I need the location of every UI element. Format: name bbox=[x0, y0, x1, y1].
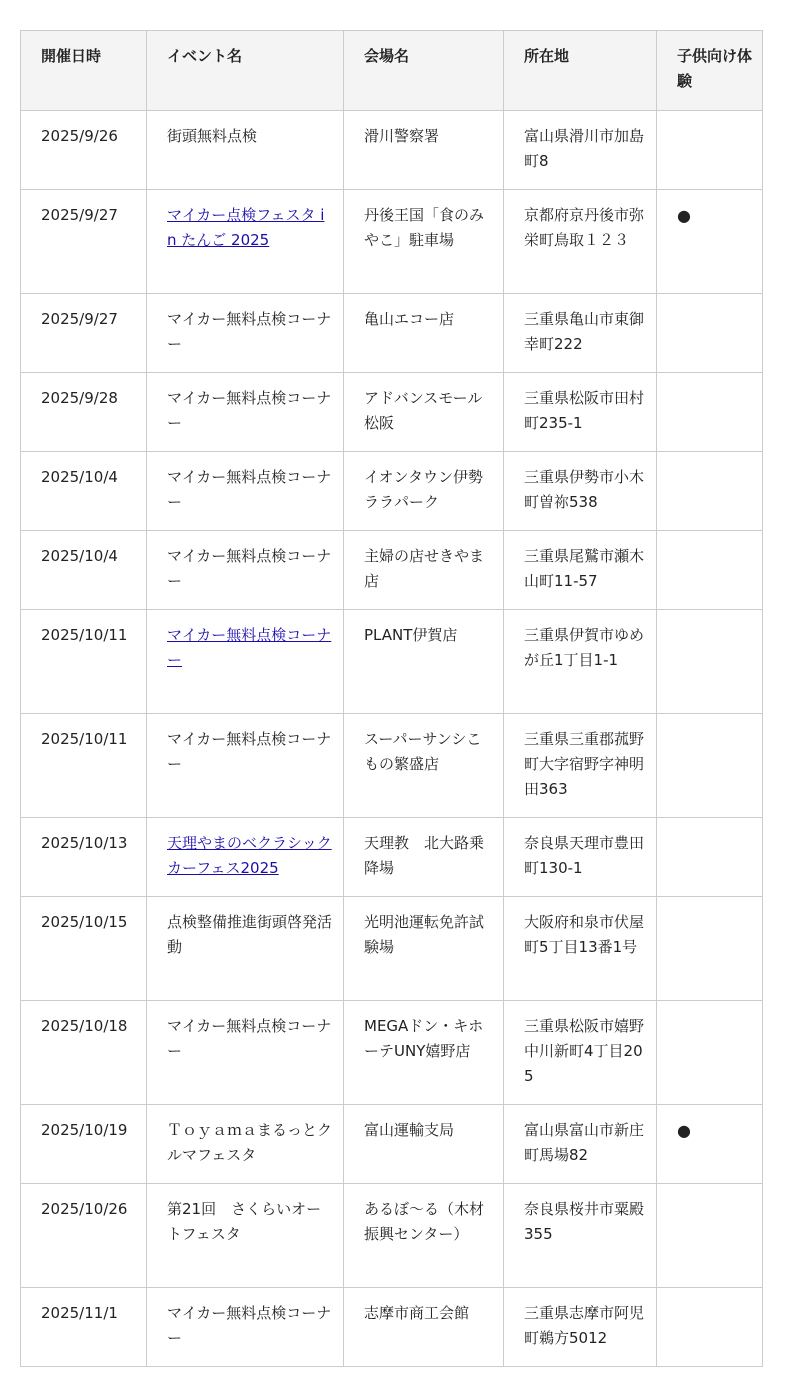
cell-event-name: マイカー無料点検コーナー bbox=[147, 1288, 344, 1367]
cell-kids-experience bbox=[657, 1184, 763, 1288]
header-event-name: イベント名 bbox=[147, 31, 344, 111]
table-row bbox=[21, 373, 763, 452]
cell-event-name: マイカー無料点検コーナー bbox=[147, 452, 344, 531]
cell-venue: 滑川警察署 bbox=[344, 111, 504, 190]
cell-event-name bbox=[147, 190, 344, 294]
cell-venue: 亀山エコー店 bbox=[344, 294, 504, 373]
cell-event-name: 街頭無料点検 bbox=[147, 111, 344, 190]
cell-address: 三重県尾鷲市瀬木山町11-57 bbox=[504, 531, 657, 610]
cell-event-name bbox=[147, 818, 344, 897]
table-row bbox=[21, 714, 763, 818]
cell-event-name: マイカー無料点検コーナー bbox=[147, 1001, 344, 1105]
cell-address: 富山県富山市新庄町馬場82 bbox=[504, 1105, 657, 1184]
cell-date: 2025/9/26 bbox=[21, 111, 147, 190]
header-kids-experience: 子供向け体験 bbox=[657, 31, 763, 111]
table-row bbox=[21, 1288, 763, 1367]
cell-address: 三重県亀山市東御幸町222 bbox=[504, 294, 657, 373]
cell-date: 2025/10/11 bbox=[21, 714, 147, 818]
event-schedule-table bbox=[20, 30, 763, 1367]
cell-address: 三重県松阪市嬉野中川新町4丁目205 bbox=[504, 1001, 657, 1105]
cell-event-name: Ｔｏｙａｍａまるっとクルマフェスタ bbox=[147, 1105, 344, 1184]
cell-address: 三重県伊勢市小木町曽祢538 bbox=[504, 452, 657, 531]
cell-kids-experience bbox=[657, 111, 763, 190]
table-row bbox=[21, 1184, 763, 1288]
cell-date: 2025/10/19 bbox=[21, 1105, 147, 1184]
table-row bbox=[21, 531, 763, 610]
cell-address: 奈良県桜井市粟殿355 bbox=[504, 1184, 657, 1288]
cell-kids-experience bbox=[657, 610, 763, 714]
cell-address: 京都府京丹後市弥栄町鳥取１２３ bbox=[504, 190, 657, 294]
cell-kids-experience bbox=[657, 373, 763, 452]
event-link[interactable]: マイカー点検フェスタ in たんご 2025 bbox=[167, 206, 325, 249]
cell-venue: スーパーサンシこもの繁盛店 bbox=[344, 714, 504, 818]
cell-kids-experience bbox=[657, 818, 763, 897]
cell-event-name: マイカー無料点検コーナー bbox=[147, 714, 344, 818]
cell-date: 2025/11/1 bbox=[21, 1288, 147, 1367]
cell-date: 2025/9/27 bbox=[21, 294, 147, 373]
kids-marker: ● bbox=[677, 206, 691, 225]
cell-date: 2025/9/28 bbox=[21, 373, 147, 452]
cell-date: 2025/10/13 bbox=[21, 818, 147, 897]
cell-event-name: 第21回 さくらいオートフェスタ bbox=[147, 1184, 344, 1288]
cell-date: 2025/10/15 bbox=[21, 897, 147, 1001]
cell-date: 2025/10/26 bbox=[21, 1184, 147, 1288]
cell-venue: あるぼ〜る（木材振興センター） bbox=[344, 1184, 504, 1288]
cell-venue: 天理教 北大路乗降場 bbox=[344, 818, 504, 897]
cell-venue: 富山運輸支局 bbox=[344, 1105, 504, 1184]
cell-kids-experience bbox=[657, 531, 763, 610]
cell-venue: 丹後王国「食のみやこ」駐車場 bbox=[344, 190, 504, 294]
table-row bbox=[21, 897, 763, 1001]
cell-kids-experience bbox=[657, 714, 763, 818]
cell-event-name: マイカー無料点検コーナー bbox=[147, 294, 344, 373]
cell-date: 2025/10/11 bbox=[21, 610, 147, 714]
cell-kids-experience bbox=[657, 294, 763, 373]
cell-venue: 光明池運転免許試験場 bbox=[344, 897, 504, 1001]
cell-venue: 主婦の店せきやま店 bbox=[344, 531, 504, 610]
kids-marker: ● bbox=[677, 1121, 691, 1140]
table-row bbox=[21, 610, 763, 714]
table-row bbox=[21, 1001, 763, 1105]
cell-address: 富山県滑川市加島町8 bbox=[504, 111, 657, 190]
cell-venue: PLANT伊賀店 bbox=[344, 610, 504, 714]
event-link[interactable]: 天理やまのベクラシックカーフェス2025 bbox=[167, 834, 332, 877]
event-link[interactable]: マイカー無料点検コーナー bbox=[167, 626, 332, 669]
header-date: 開催日時 bbox=[21, 31, 147, 111]
cell-event-name: マイカー無料点検コーナー bbox=[147, 373, 344, 452]
cell-kids-experience bbox=[657, 190, 763, 294]
table-row bbox=[21, 1105, 763, 1184]
table-row bbox=[21, 294, 763, 373]
table-body bbox=[21, 111, 763, 1367]
table-row bbox=[21, 818, 763, 897]
cell-event-name: マイカー無料点検コーナー bbox=[147, 531, 344, 610]
cell-venue: 志摩市商工会館 bbox=[344, 1288, 504, 1367]
cell-venue: MEGAドン・キホーテUNY嬉野店 bbox=[344, 1001, 504, 1105]
cell-kids-experience bbox=[657, 1288, 763, 1367]
event-table-container bbox=[20, 30, 762, 1367]
header-address: 所在地 bbox=[504, 31, 657, 111]
cell-kids-experience bbox=[657, 452, 763, 531]
cell-address: 三重県松阪市田村町235-1 bbox=[504, 373, 657, 452]
header-row bbox=[21, 31, 763, 111]
cell-date: 2025/10/4 bbox=[21, 531, 147, 610]
cell-kids-experience bbox=[657, 1105, 763, 1184]
cell-address: 三重県三重郡菰野町大字宿野字神明田363 bbox=[504, 714, 657, 818]
header-venue: 会場名 bbox=[344, 31, 504, 111]
table-row bbox=[21, 452, 763, 531]
cell-event-name bbox=[147, 610, 344, 714]
cell-venue: アドバンスモール松阪 bbox=[344, 373, 504, 452]
cell-kids-experience bbox=[657, 897, 763, 1001]
table-header bbox=[21, 31, 763, 111]
table-row bbox=[21, 111, 763, 190]
cell-date: 2025/10/18 bbox=[21, 1001, 147, 1105]
cell-date: 2025/9/27 bbox=[21, 190, 147, 294]
cell-address: 大阪府和泉市伏屋町5丁目13番1号 bbox=[504, 897, 657, 1001]
cell-venue: イオンタウン伊勢ララパーク bbox=[344, 452, 504, 531]
cell-date: 2025/10/4 bbox=[21, 452, 147, 531]
table-row bbox=[21, 190, 763, 294]
cell-address: 三重県志摩市阿児町鵜方5012 bbox=[504, 1288, 657, 1367]
cell-kids-experience bbox=[657, 1001, 763, 1105]
cell-event-name: 点検整備推進街頭啓発活動 bbox=[147, 897, 344, 1001]
cell-address: 奈良県天理市豊田町130-1 bbox=[504, 818, 657, 897]
cell-address: 三重県伊賀市ゆめが丘1丁目1-1 bbox=[504, 610, 657, 714]
